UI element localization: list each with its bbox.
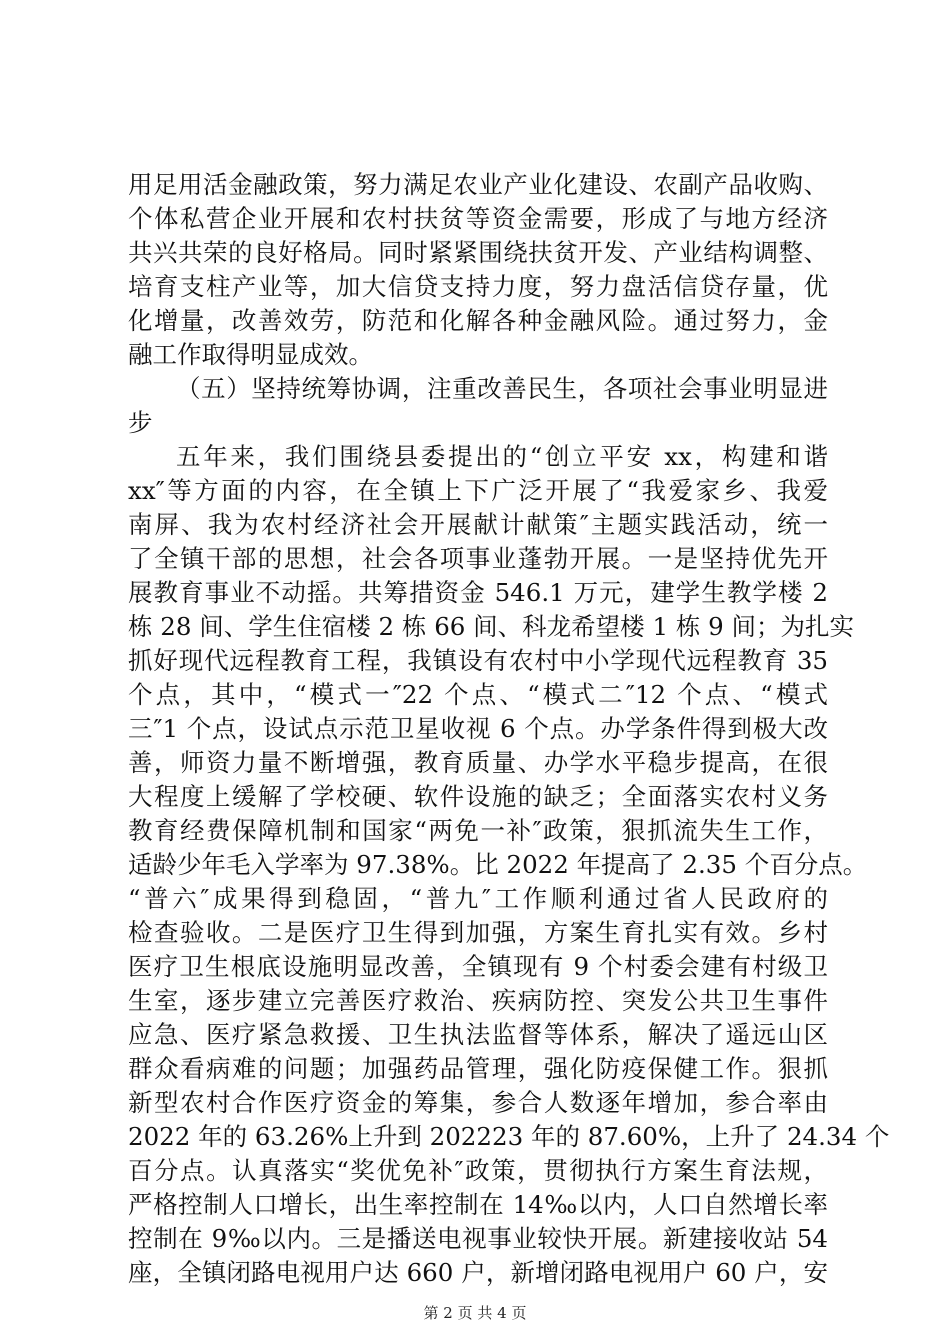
section-heading-line: 步	[128, 408, 153, 437]
text-line: 适龄少年毛入学率为 97.38%。比 2022 年提高了 2.35 个百分点。	[128, 850, 868, 879]
text-line: 展教育事业不动摇。共筹措资金 546.1 万元，建学生教学楼 2	[128, 578, 828, 607]
text-line: 了全镇干部的思想，社会各项事业蓬勃开展。一是坚持优先开	[128, 544, 828, 573]
text-line: 用足用活金融政策，努力满足农业产业化建设、农副产品收购、	[128, 170, 828, 199]
text-line: 百分点。认真落实“奖优免补″政策，贯彻执行方案生育法规，	[128, 1156, 828, 1185]
text-line: 融工作取得明显成效。	[128, 340, 373, 369]
text-line: 共兴共荣的良好格局。同时紧紧围绕扶贫开发、产业结构调整、	[128, 238, 828, 267]
page-footer	[0, 1303, 950, 1323]
text-line: 栋 28 间、学生住宿楼 2 栋 66 间、科龙希望楼 1 栋 9 间；为扎实	[128, 612, 854, 641]
text-line: 应急、医疗紧急救援、卫生执法监督等体系，解决了遥远山区	[128, 1020, 828, 1049]
text-line: “普六″成果得到稳固，“普九″工作顺利通过省人民政府的	[128, 884, 828, 913]
text-line: 座，全镇闭路电视用户达 660 户，新增闭路电视用户 60 户，安	[128, 1258, 828, 1287]
text-line: xx″等方面的内容，在全镇上下广泛开展了“我爱家乡、我爱	[128, 476, 828, 505]
text-line: 五年来，我们围绕县委提出的“创立平安 xx，构建和谐	[176, 442, 828, 471]
section-heading-line: （五）坚持统筹协调，注重改善民生，各项社会事业明显进	[176, 374, 828, 403]
text-line: 2022 年的 63.26%上升到 202223 年的 87.60%，上升了 24.34 个	[128, 1122, 890, 1151]
text-line: 大程度上缓解了学校硬、软件设施的缺乏；全面落实农村义务	[128, 782, 828, 811]
text-line: 抓好现代远程教育工程，我镇设有农村中小学现代远程教育 35	[128, 646, 828, 675]
text-line: 化增量，改善效劳，防范和化解各种金融风险。通过努力，金	[128, 306, 828, 335]
page-number: 第 2 页	[423, 1304, 473, 1322]
text-line: 个点，其中，“模式一″22 个点、“模式二″12 个点、“模式	[128, 680, 828, 709]
text-line: 生室，逐步建立完善医疗救治、疾病防控、突发公共卫生事件	[128, 986, 828, 1015]
text-line: 善，师资力量不断增强，教育质量、办学水平稳步提高，在很	[128, 748, 828, 777]
text-line: 群众看病难的问题；加强药品管理，强化防疫保健工作。狠抓	[128, 1054, 828, 1083]
text-line: 新型农村合作医疗资金的筹集，参合人数逐年增加，参合率由	[128, 1088, 828, 1117]
page-total: 共 4 页	[477, 1304, 527, 1322]
text-line: 南屏、我为农村经济社会开展献计献策″主题实践活动，统一	[128, 510, 828, 539]
text-line: 医疗卫生根底设施明显改善，全镇现有 9 个村委会建有村级卫	[128, 952, 828, 981]
text-line: 培育支柱产业等，加大信贷支持力度，努力盘活信贷存量，优	[128, 272, 828, 301]
text-line: 个体私营企业开展和农村扶贫等资金需要，形成了与地方经济	[128, 204, 828, 233]
text-line: 教育经费保障机制和国家“两免一补″政策，狠抓流失生工作，	[128, 816, 828, 845]
text-line: 三″1 个点，设试点示范卫星收视 6 个点。办学条件得到极大改	[128, 714, 828, 743]
text-line: 检查验收。二是医疗卫生得到加强，方案生育扎实有效。乡村	[128, 918, 828, 947]
text-line: 控制在 9‰以内。三是播送电视事业较快开展。新建接收站 54	[128, 1224, 828, 1253]
text-line: 严格控制人口增长，出生率控制在 14‰以内，人口自然增长率	[128, 1190, 828, 1219]
